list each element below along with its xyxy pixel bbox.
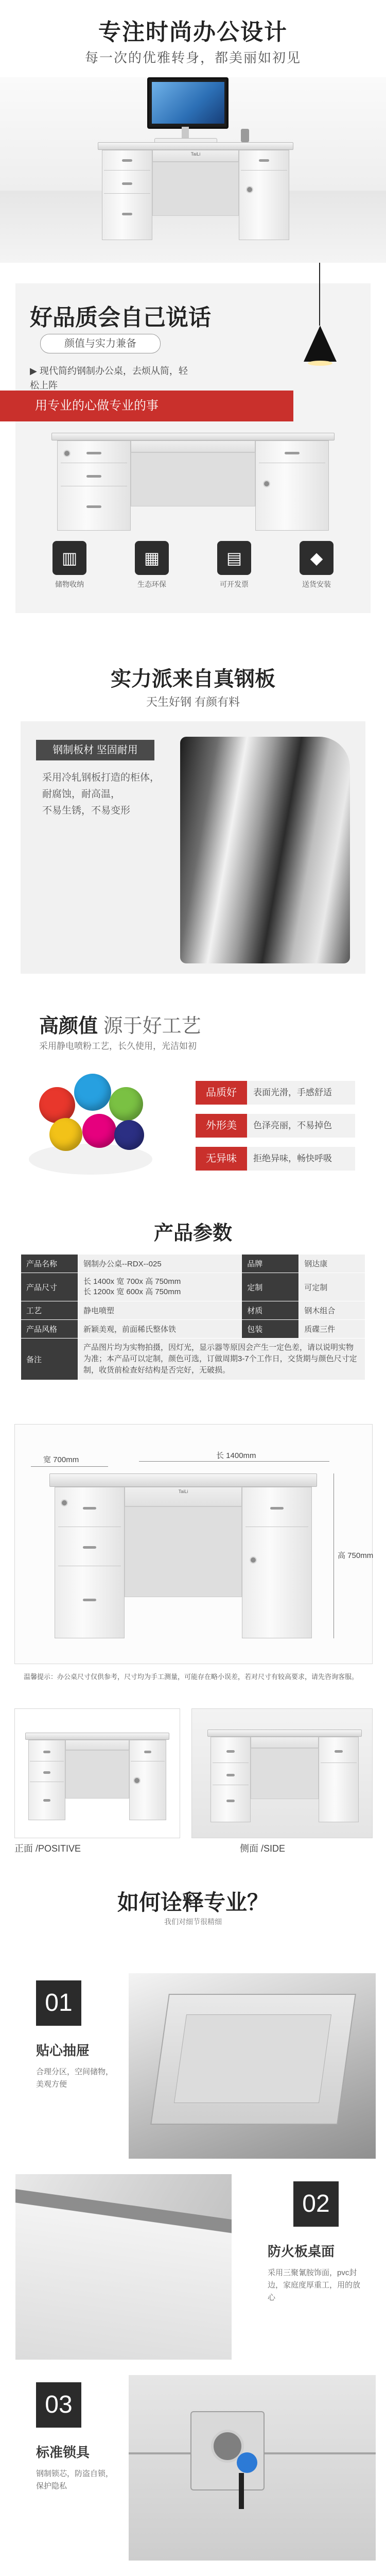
front-view-image (14, 1708, 180, 1838)
param-value (78, 1273, 242, 1301)
params-title: 产品参数 (153, 1223, 232, 1244)
cabinet-icon: ▥ (52, 541, 86, 575)
quality-section (0, 263, 386, 644)
steel-desc-line: 采用冷轧钢板打造的柜体， (42, 772, 160, 783)
craft-title-rest: 源于好工艺 (98, 1015, 201, 1037)
craft-feature-odor (196, 1147, 355, 1171)
craft-subtitle: 采用静电喷粉工艺，长久使用，光洁如初 (39, 1041, 197, 1051)
quality-desk-image (51, 433, 335, 531)
depth-dimension-line (31, 1466, 108, 1467)
param-value: 静电喷塑 (78, 1301, 242, 1320)
quality-banner-text: 用专业的心做专业的事 (35, 399, 159, 413)
detail-lock (0, 2370, 386, 2571)
feature-label: 送货安装 (302, 580, 331, 588)
side-view-label: 侧面 /SIDE (240, 1843, 286, 1854)
height-label: 高 750mm (338, 1551, 374, 1560)
lamp-light (308, 361, 332, 366)
steel-tag: 钢制板材 坚固耐用 (36, 740, 154, 760)
size-line: 长 1400x 宽 700x 高 750mm (83, 1277, 181, 1286)
steel-subtitle: 天生好钢 有颜有料 (146, 696, 240, 708)
param-value: 新颖美观，前面稀氏整体铁 (78, 1320, 242, 1338)
param-key: 工艺 (21, 1301, 78, 1320)
params-table (21, 1254, 365, 1380)
paint-powder-image (29, 1066, 152, 1180)
steel-desc-line: 耐腐蚀，耐高温， (42, 789, 121, 800)
param-value: 产品图片均为实物拍摄，因灯光，显示器等原因会产生一定色差，请以说明实物为准；本产品可以定制，颜色可选，订做周期3-7个工作日，交货期与颜色尺寸定制，收货前检查好结构是否完好，无破损。 (78, 1338, 365, 1380)
craft-title-main: 高颜值 (39, 1015, 98, 1037)
detail-title: 贴心抽屉 (36, 2043, 90, 2058)
feature-label: 生态环保 (137, 580, 166, 588)
craft-feature-look (196, 1114, 355, 1138)
param-key: 备注 (21, 1338, 78, 1380)
desktop-photo (15, 2174, 232, 2360)
steel-title: 实力派来自真钢板 (111, 668, 275, 690)
paint-dot (49, 1118, 82, 1151)
feature-storage (41, 541, 98, 589)
steel-description (42, 770, 176, 819)
steel-section (0, 644, 386, 994)
dimension-note: 温馨提示：办公桌尺寸仅供参考，尺寸均为手工测量，可能存在略小误差，若对尺寸有较高要求，请先咨询客服。 (24, 1673, 359, 1681)
lamp-cord (319, 263, 320, 326)
drawer-photo (129, 1973, 376, 2159)
hanger-icon: ▦ (135, 541, 169, 575)
desk-logo: TaiLi (178, 1489, 188, 1495)
pendant-lamp-icon (304, 326, 337, 362)
detail-number: 01 (36, 1980, 81, 2026)
detail-description: 钢制锁芯，防盗自锁，保护隐私 (36, 2469, 114, 2490)
hero-desk-image (98, 142, 293, 240)
why-title: 如何诠释专业？ (117, 1890, 269, 1914)
desk-logo: TaiLi (190, 151, 201, 157)
table-row (21, 1255, 365, 1273)
param-value: 质碟三件 (299, 1320, 365, 1338)
param-value: 钢制办公桌--RDX--025 (78, 1255, 242, 1273)
params-section (0, 1211, 386, 1412)
craft-title (39, 1010, 201, 1038)
param-value: 钢木组合 (299, 1301, 365, 1320)
feature-label: 可开发票 (220, 580, 249, 588)
table-row (21, 1301, 365, 1320)
steel-desc-line: 不易生锈，不易变形 (42, 805, 131, 816)
width-label: 长 1400mm (216, 1451, 256, 1460)
quality-icons (41, 541, 345, 603)
dimensions-section (0, 1412, 386, 1700)
table-row (21, 1320, 365, 1338)
feature-label: 储物收纳 (55, 580, 84, 588)
detail-description: 采用三聚氰胺饰面，pvc封边，家庭度厚重工，用的放心 (268, 2268, 361, 2302)
quality-description: ▶ 现代简约钢制办公桌，去烦从简，轻松上阵 (30, 366, 188, 391)
hero-section (0, 0, 386, 263)
feature-key: 无异味 (196, 1147, 247, 1171)
param-value: 可定制 (299, 1273, 365, 1301)
table-row (21, 1338, 365, 1380)
quality-title: 好品质会自己说话 (30, 305, 211, 330)
detail-storage (0, 2571, 386, 2576)
lock-photo (129, 2375, 376, 2561)
param-key: 品牌 (242, 1255, 299, 1273)
quality-banner (0, 391, 293, 421)
detail-desktop (0, 2169, 386, 2370)
detail-number: 02 (293, 2181, 339, 2227)
views-section (0, 1700, 386, 1875)
detail-description: 合理分区，空间储物，美观方便 (36, 2067, 114, 2089)
param-value: 钢达康 (299, 1255, 365, 1273)
front-view-label: 正面 /POSITIVE (14, 1843, 81, 1854)
hero-subtitle: 每一次的优雅转身，都美丽如初见 (84, 50, 301, 65)
monitor-image (147, 77, 229, 129)
side-view-image (191, 1708, 373, 1838)
quality-tag: 颜值与实力兼备 (40, 334, 161, 353)
param-key: 包装 (242, 1320, 299, 1338)
feature-key: 品质好 (196, 1081, 247, 1105)
paint-dot (82, 1114, 116, 1148)
craft-section (0, 994, 386, 1211)
dimension-desk-image (49, 1473, 317, 1638)
paint-dot (114, 1120, 144, 1150)
detail-title: 防火板桌面 (268, 2244, 335, 2259)
feature-delivery (288, 541, 345, 589)
monitor-stand (182, 127, 189, 138)
paint-dot (74, 1074, 111, 1111)
why-subtitle: 我们对细节很精细 (164, 1918, 222, 1926)
craft-feature-quality (196, 1081, 355, 1105)
feature-eco (124, 541, 180, 589)
table-row (21, 1273, 365, 1301)
steel-coil-image (180, 737, 350, 963)
feature-value: 拒绝异味，畅快呼吸 (253, 1154, 332, 1163)
param-key: 产品名称 (21, 1255, 78, 1273)
detail-drawer (0, 1968, 386, 2169)
param-key: 材质 (242, 1301, 299, 1320)
feature-value: 表面光滑，手感舒适 (253, 1088, 332, 1097)
param-key: 定制 (242, 1273, 299, 1301)
param-key: 产品风格 (21, 1320, 78, 1338)
size-line: 长 1200x 宽 600x 高 750mm (83, 1287, 181, 1296)
delivery-icon: ◆ (300, 541, 334, 575)
detail-title: 标准锁具 (36, 2445, 90, 2460)
ticket-icon: ▤ (217, 541, 251, 575)
width-dimension-line (139, 1461, 329, 1462)
hero-title: 专注时尚办公设计 (98, 20, 288, 45)
feature-invoice (206, 541, 262, 589)
param-key: 产品尺寸 (21, 1273, 78, 1301)
paint-dot (109, 1087, 143, 1121)
paint-dot (39, 1087, 75, 1123)
pencil-cup-image (241, 129, 249, 142)
why-section (0, 1875, 386, 1968)
feature-key: 外形美 (196, 1114, 247, 1138)
feature-value: 色泽亮丽，不易掉色 (253, 1121, 332, 1130)
depth-label: 宽 700mm (43, 1455, 79, 1464)
detail-number: 03 (36, 2382, 81, 2428)
